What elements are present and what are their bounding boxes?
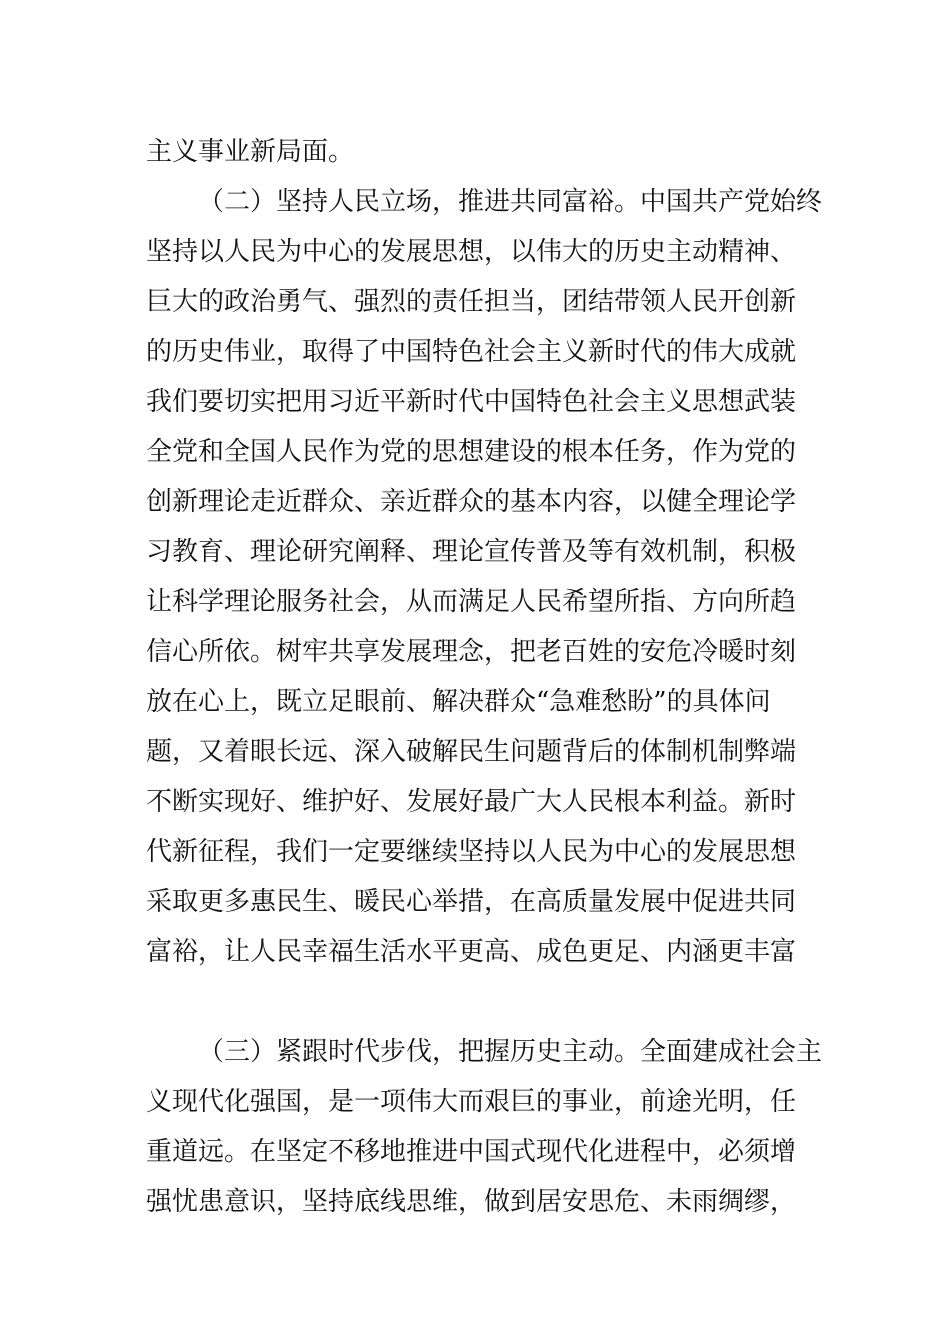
text-line-20: 重道远。在坚定不移地推进中国式现代化进程中，必须增 xyxy=(146,1137,797,1167)
text-line-13: 题，又着眼长远、深入破解民生问题背后的体制机制弊端 xyxy=(146,737,797,767)
text-line-21: 强忧患意识，坚持底线思维，做到居安思危、未雨绸缪， xyxy=(146,1187,797,1217)
text-line-16: 采取更多惠民生、暖民心举措，在高质量发展中促进共同 xyxy=(146,887,797,917)
text-line-12: 放在心上，既立足眼前、解决群众“急难愁盼”的具体问 xyxy=(146,687,771,717)
text-line-10: 让科学理论服务社会，从而满足人民希望所指、方向所趋 xyxy=(146,587,797,617)
text-line-2: （二）坚持人民立场，推进共同富裕。中国共产党始终 xyxy=(198,187,823,217)
text-line-17: 富裕，让人民幸福生活水平更高、成色更足、内涵更丰富 xyxy=(146,937,797,967)
text-line-4: 巨大的政治勇气、强烈的责任担当，团结带领人民开创新 xyxy=(146,287,797,317)
text-line-18: （三）紧跟时代步伐，把握历史主动。全面建成社会主 xyxy=(198,1037,823,1067)
text-line-11: 信心所依。树牢共享发展理念，把老百姓的安危冷暖时刻 xyxy=(146,637,797,667)
text-line-1: 主义事业新局面。 xyxy=(146,137,355,167)
text-line-7: 全党和全国人民作为党的思想建设的根本任务，作为党的 xyxy=(146,437,797,467)
text-line-8: 创新理论走近群众、亲近群众的基本内容，以健全理论学 xyxy=(146,487,797,517)
text-line-14: 不断实现好、维护好、发展好最广大人民根本利益。新时 xyxy=(146,787,797,817)
text-line-19: 义现代化强国，是一项伟大而艰巨的事业，前途光明，任 xyxy=(146,1087,797,1117)
text-line-15: 代新征程，我们一定要继续坚持以人民为中心的发展思想 xyxy=(146,837,797,867)
text-line-9: 习教育、理论研究阐释、理论宣传普及等有效机制，积极 xyxy=(146,537,797,567)
text-line-6: 我们要切实把用习近平新时代中国特色社会主义思想武装 xyxy=(146,387,797,417)
text-line-5: 的历史伟业，取得了中国特色社会主义新时代的伟大成就 xyxy=(146,337,797,367)
text-line-3: 坚持以人民为中心的发展思想，以伟大的历史主动精神、 xyxy=(146,237,797,267)
